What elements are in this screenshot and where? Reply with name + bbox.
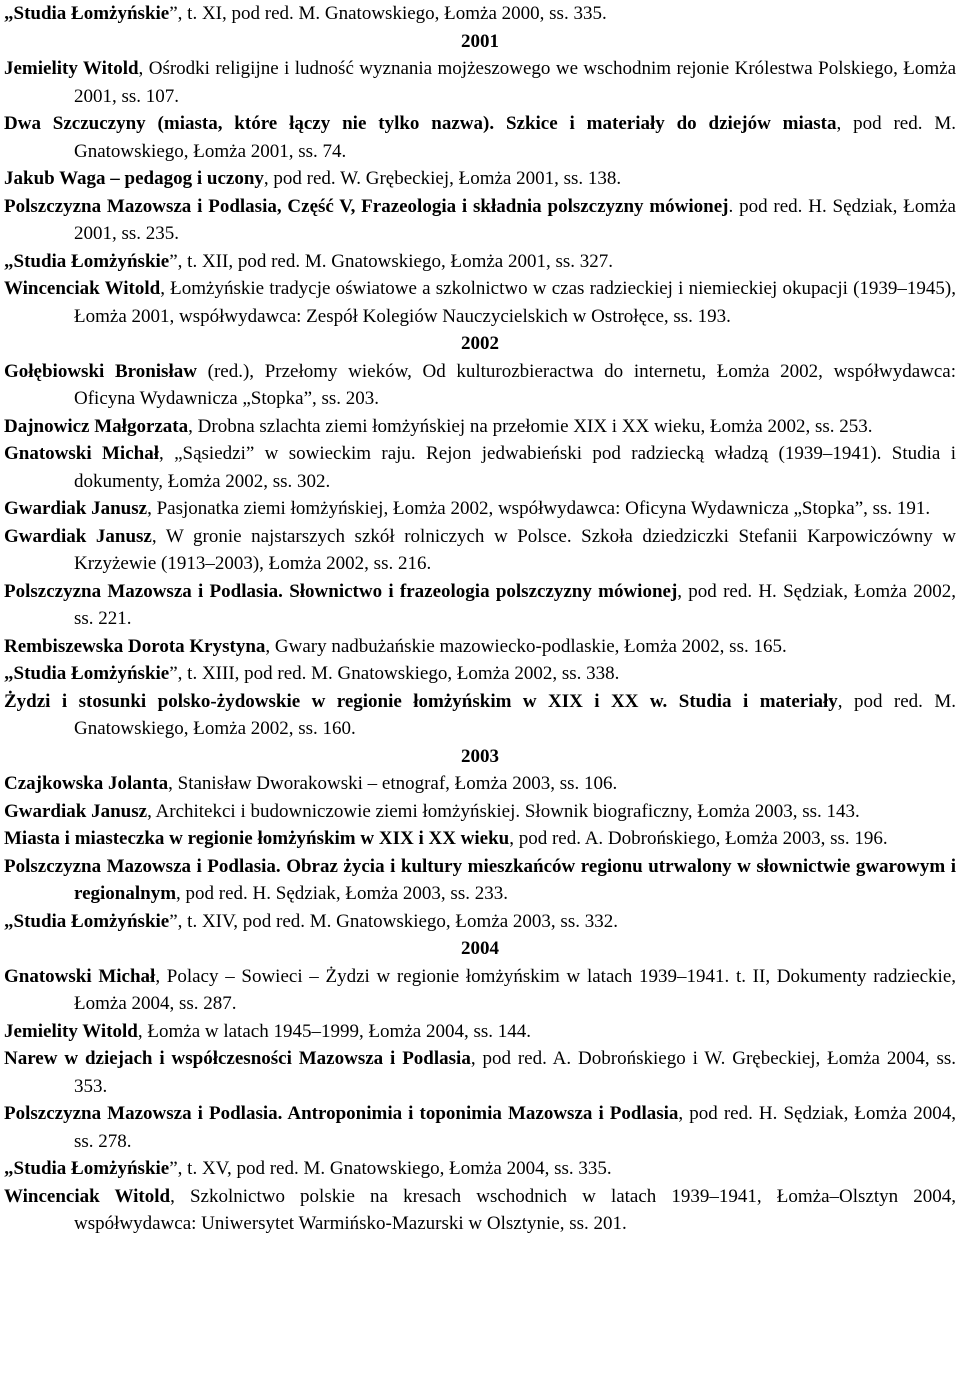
bibliography-entry xyxy=(4,633,956,661)
entry-title: Polszczyzna Mazowsza i Podlasia. Antroponimia i toponimia Mazowsza i Podlasia xyxy=(4,1103,679,1124)
entry-details: , W gronie najstarszych szkół rolniczych w Polsce. Szkoła dziedziczki Stefanii Karpowiczówny w Krzyżewie (1913–2003), Łomża 2002, ss. 216. xyxy=(74,525,956,574)
entry-details: . pod red. H. Sędziak, Łomża 2001, ss. 235. xyxy=(74,195,956,244)
bibliography-entry xyxy=(4,798,956,826)
entry-title: Wincenciak Witold xyxy=(4,278,161,299)
entry-title: „Studia Łomżyńskie xyxy=(4,1158,170,1179)
entry-details: , pod red. H. Sędziak, Łomża 2003, ss. 233. xyxy=(176,883,508,904)
entry-details: ”, t. XI, pod red. M. Gnatowskiego, Łomża 2000, ss. 335. xyxy=(169,3,607,24)
entry-details: , Ośrodki religijne i ludność wyznania mojżeszowego we wschodnim rejonie Królestwa Polskiego, Łomża 2001, ss. 107. xyxy=(74,58,957,107)
bibliography-entry xyxy=(4,688,956,743)
bibliography-entry xyxy=(4,908,956,936)
entry-title: Gołębiowski Bronisław xyxy=(4,360,197,382)
entry-details: , Łomżyńskie tradycje oświatowe a szkolnictwo w czas radzieckiej i niemieckiej okupacji (1939–1945), Łomża 2001, współwydawca: Zespół Kolegiów Nauczycielskich w Ostrołęce, ss. 193. xyxy=(74,278,956,327)
bibliography-entry xyxy=(4,193,956,248)
entry-title: „Studia Łomżyńskie xyxy=(4,3,170,24)
bibliography-entry xyxy=(4,660,956,688)
entry-title: „Studia Łomżyńskie xyxy=(4,663,170,684)
entry-title: Żydzi i stosunki polsko-żydowskie w regionie łomżyńskim w XIX i XX w. Studia i materiały xyxy=(4,690,838,712)
bibliography-entry xyxy=(4,110,956,165)
entry-title: Czajkowska Jolanta xyxy=(4,773,169,794)
bibliography-entry xyxy=(4,853,956,908)
entry-details: , „Sąsiedzi” w sowieckim raju. Rejon jedwabieński pod radziecką władzą (1939–1941). Studia i dokumenty, Łomża 2002, ss. 302. xyxy=(74,443,956,492)
bibliography-entry xyxy=(4,578,956,633)
bibliography-entry xyxy=(4,825,956,853)
entry-title: Dwa Szczuczyny (miasta, które łączy nie tylko nazwa). Szkice i materiały do dziejów miasta xyxy=(4,113,837,134)
entry-title: Rembiszewska Dorota Krystyna xyxy=(4,635,266,657)
entry-title: Gnatowski Michał xyxy=(4,443,159,464)
bibliography-entry xyxy=(4,358,956,413)
bibliography-entry xyxy=(4,165,956,193)
bibliography-entry xyxy=(4,1183,956,1238)
entry-details: ”, t. XV, pod red. M. Gnatowskiego, Łomża 2004, ss. 335. xyxy=(169,1158,612,1179)
entry-title: Jakub Waga – pedagog i uczony xyxy=(4,168,264,189)
entry-title: Gwardiak Janusz xyxy=(4,525,152,547)
year-heading: 2001 xyxy=(461,30,499,52)
entry-details: ”, t. XIV, pod red. M. Gnatowskiego, Łomża 2003, ss. 332. xyxy=(169,910,618,932)
bibliography-entry xyxy=(4,770,956,798)
entry-details: , pod red. M. Gnatowskiego, Łomża 2002, ss. 160. xyxy=(74,690,956,739)
entry-title: Jemielity Witold xyxy=(4,1020,138,1042)
entry-title: Polszczyzna Mazowsza i Podlasia. Słownictwo i frazeologia polszczyzny mówionej xyxy=(4,580,678,602)
bibliography-entry xyxy=(4,248,956,276)
entry-title: „Studia Łomżyńskie xyxy=(4,910,170,932)
entry-details: , pod red. M. Gnatowskiego, Łomża 2001, ss. 74. xyxy=(74,113,956,162)
entry-details: ”, t. XIII, pod red. M. Gnatowskiego, Łomża 2002, ss. 338. xyxy=(169,663,620,684)
entry-details: , pod red. A. Dobrońskiego, Łomża 2003, ss. 196. xyxy=(509,828,888,849)
bibliography-entry xyxy=(4,1155,956,1183)
entry-title: Gwardiak Janusz xyxy=(4,498,148,519)
entry-title: Miasta i miasteczka w regionie łomżyńskim w XIX i XX wieku xyxy=(4,828,510,849)
entry-details: , pod red. H. Sędziak, Łomża 2004, ss. 278. xyxy=(74,1103,956,1152)
entry-details: , Architekci i budowniczowie ziemi łomżyńskiej. Słownik biograficzny, Łomża 2003, ss. 143. xyxy=(147,800,860,822)
entry-details: , Gwary nadbużańskie mazowiecko-podlaskie, Łomża 2002, ss. 165. xyxy=(265,635,787,657)
bibliography-entry xyxy=(4,1018,956,1046)
bibliography-entry xyxy=(4,523,956,578)
bibliography-entry xyxy=(4,0,956,28)
entry-title: „Studia Łomżyńskie xyxy=(4,250,170,272)
year-heading: 2004 xyxy=(461,938,499,959)
entry-details: , pod red. W. Grębeckiej, Łomża 2001, ss. 138. xyxy=(263,168,622,189)
entry-details: , Drobna szlachta ziemi łomżyńskiej na przełomie XIX i XX wieku, Łomża 2002, ss. 253. xyxy=(188,415,873,437)
bibliography-entry xyxy=(4,275,956,330)
entry-details: , Stanisław Dworakowski – etnograf, Łomża 2003, ss. 106. xyxy=(168,773,618,794)
entry-title: Polszczyzna Mazowsza i Podlasia, Część V, Frazeologia i składnia polszczyzny mówionej xyxy=(4,195,729,217)
bibliography-entry xyxy=(4,495,956,523)
entry-title: Polszczyzna Mazowsza i Podlasia. Obraz życia i kultury mieszkańców regionu utrwalony w słownictwie gwarowym i regionalnym xyxy=(4,855,956,904)
entry-details: , Szkolnictwo polskie na kresach wschodnich w latach 1939–1941, Łomża–Olsztyn 2004, współwydawca: Uniwersytet Warmińsko-Mazurski w Olsztynie, ss. 201. xyxy=(74,1185,956,1234)
entry-title: Wincenciak Witold xyxy=(4,1185,171,1207)
entry-title: Dajnowicz Małgorzata xyxy=(4,415,189,437)
entry-details: , pod red. H. Sędziak, Łomża 2002, ss. 221. xyxy=(74,580,956,629)
bibliography-entry xyxy=(4,1100,956,1155)
bibliography-entry xyxy=(4,55,956,110)
bibliography-entry xyxy=(4,1045,956,1100)
bibliography-entry xyxy=(4,963,956,1018)
bibliography-entry xyxy=(4,440,956,495)
year-heading: 2003 xyxy=(461,745,499,767)
entry-details: ”, t. XII, pod red. M. Gnatowskiego, Łomża 2001, ss. 327. xyxy=(169,250,614,272)
entry-title: Jemielity Witold xyxy=(4,58,139,79)
bibliography-entry xyxy=(4,413,956,441)
entry-details: (red.), Przełomy wieków, Od kulturozbieractwa do internetu, Łomża 2002, współwydawca: Oficyna Wydawnicza „Stopka”, ss. 203. xyxy=(74,360,956,409)
entry-details: , Łomża w latach 1945–1999, Łomża 2004, ss. 144. xyxy=(137,1020,531,1042)
entry-details: , pod red. A. Dobrońskiego i W. Grębeckiej, Łomża 2004, ss. 353. xyxy=(74,1048,956,1097)
entry-title: Gwardiak Janusz xyxy=(4,800,148,822)
entry-details: , Pasjonatka ziemi łomżyńskiej, Łomża 2002, współwydawca: Oficyna Wydawnicza „Stopka”, ss. 191. xyxy=(147,498,931,519)
year-heading: 2002 xyxy=(461,333,499,354)
entry-title: Gnatowski Michał xyxy=(4,965,156,987)
entry-details: , Polacy – Sowieci – Żydzi w regionie łomżyńskim w latach 1939–1941. t. II, Dokumenty radzieckie, Łomża 2004, ss. 287. xyxy=(74,965,956,1014)
entry-title: Narew w dziejach i współczesności Mazowsza i Podlasia xyxy=(4,1048,471,1069)
